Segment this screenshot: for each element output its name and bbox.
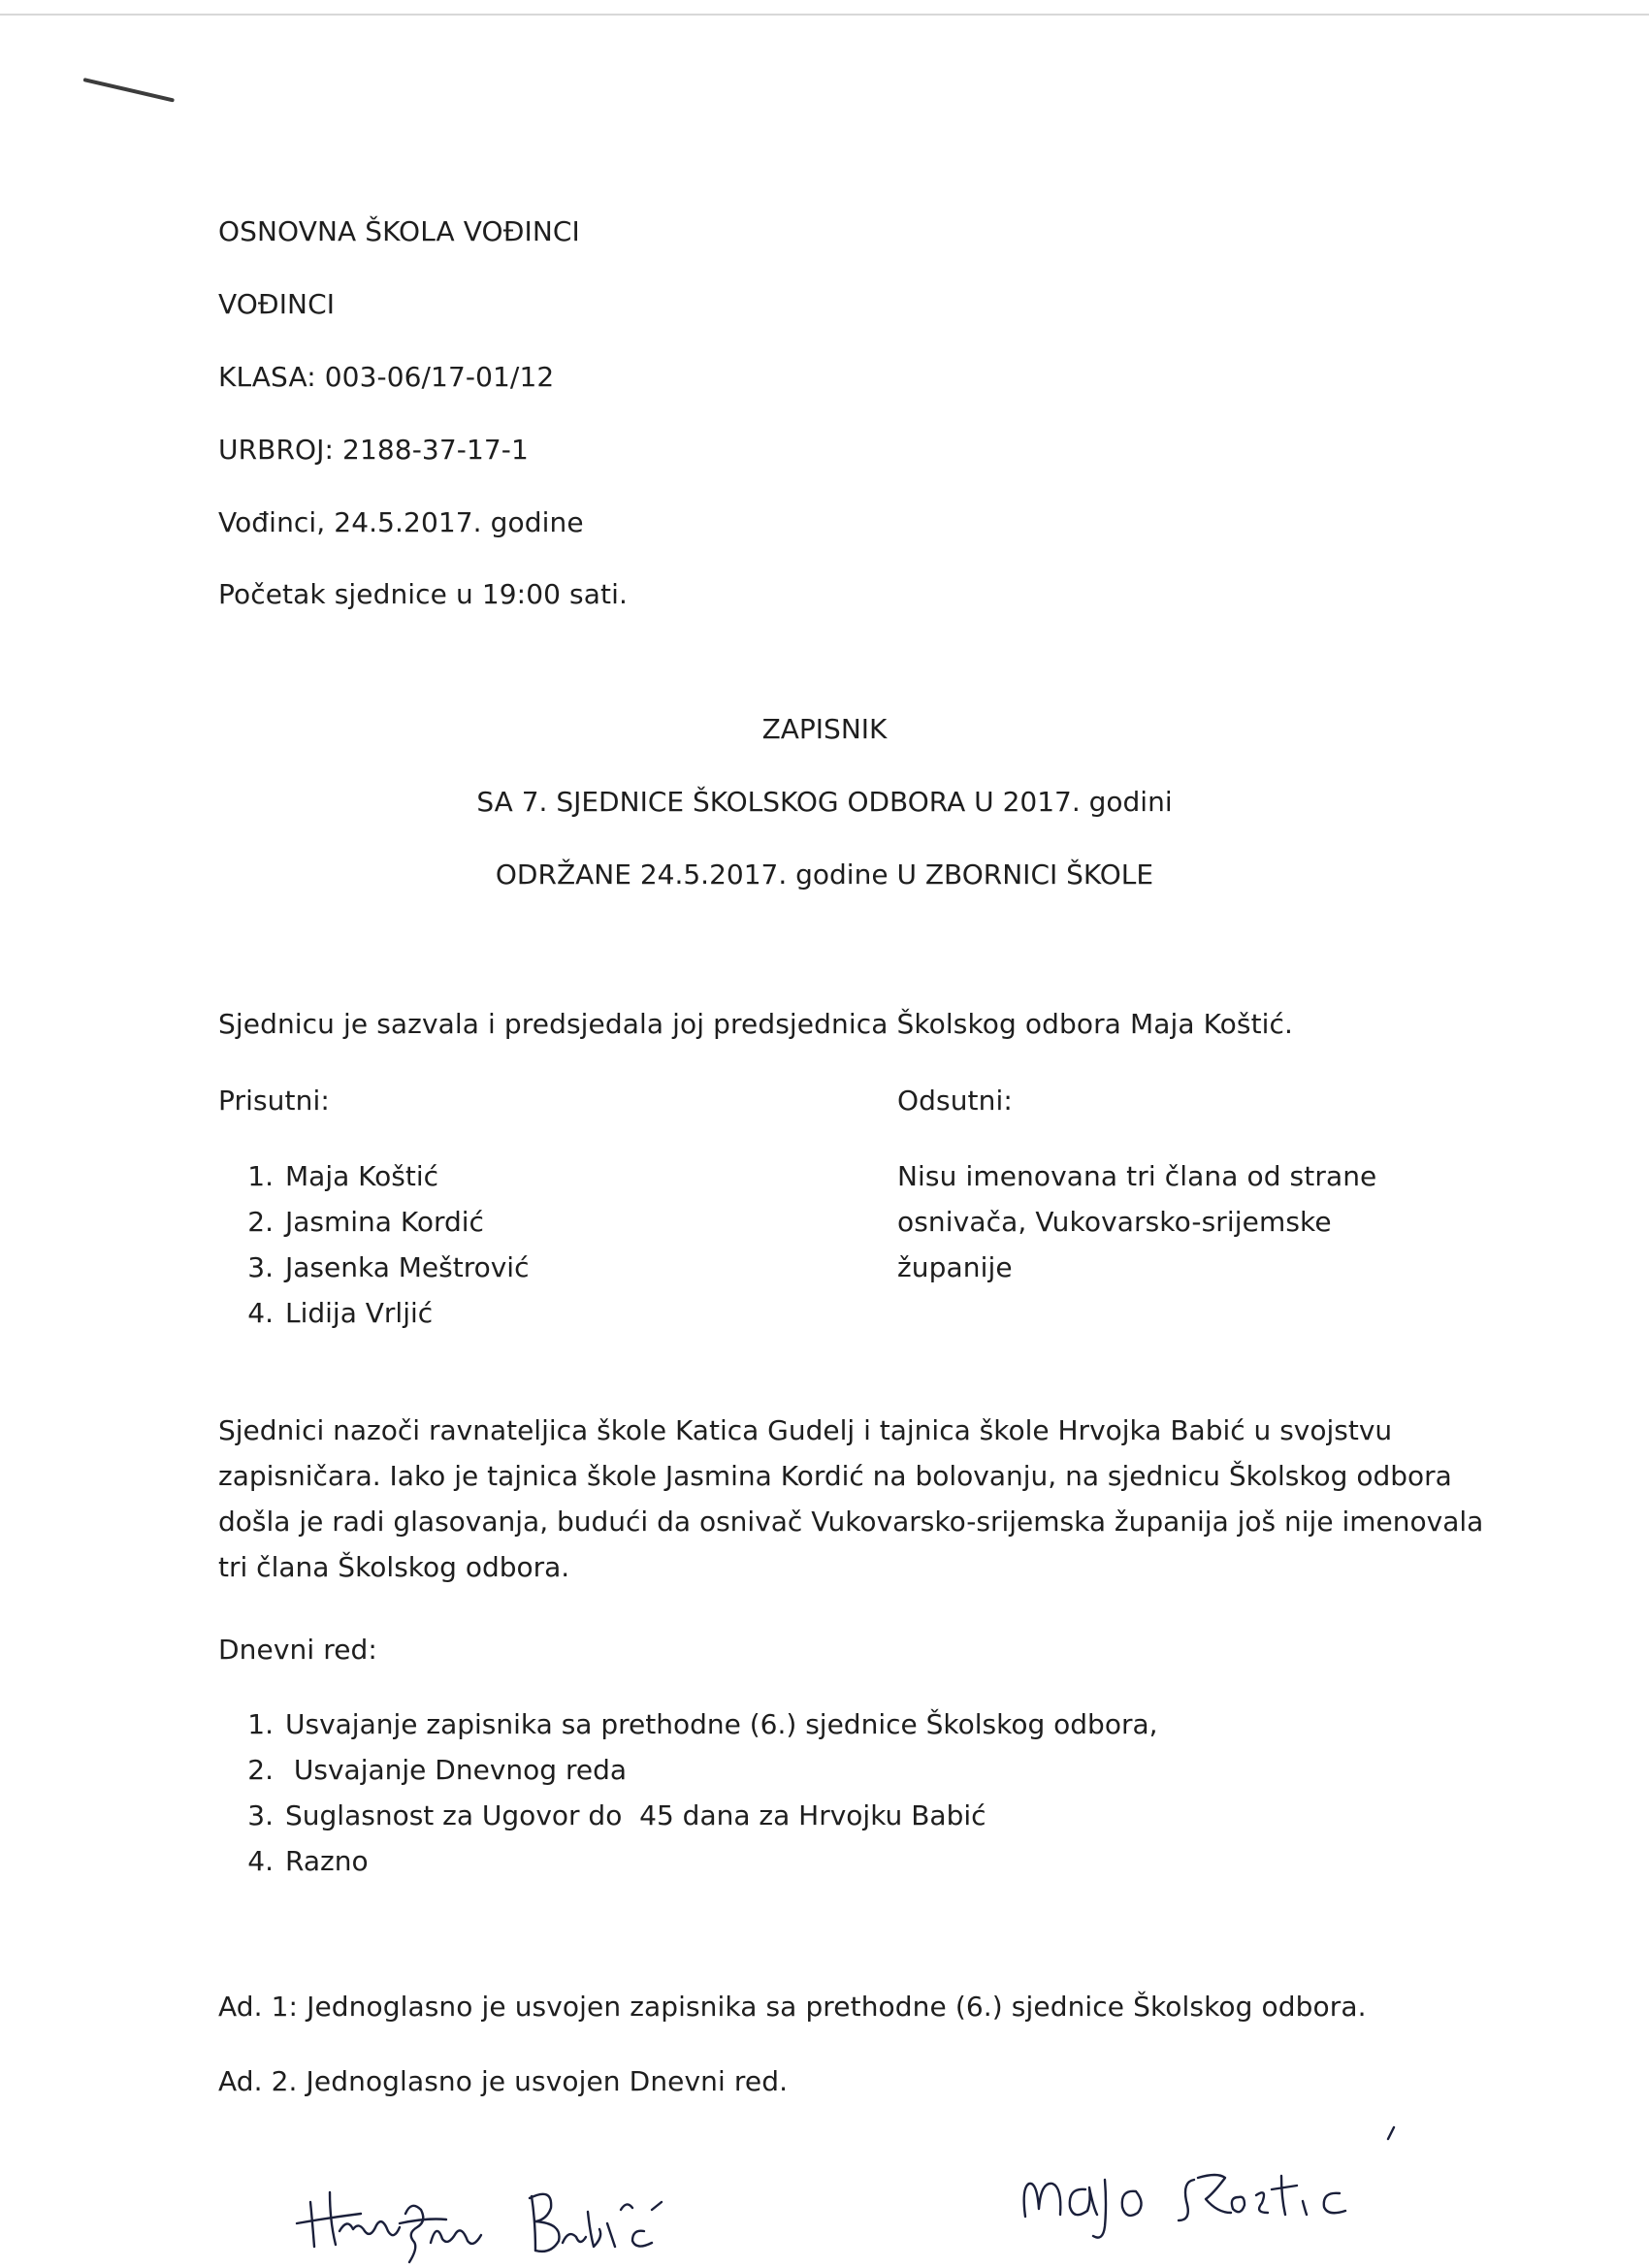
member-name: Jasenka Meštrović [285,1251,530,1283]
member-name: Maja Koštić [285,1160,438,1192]
agenda-item-text: Usvajanje Dnevnog reda [285,1754,628,1786]
school-name: OSNOVNA ŠKOLA VOĐINCI [218,215,580,247]
absent-label: Odsutni: [897,1085,1013,1117]
attendance-paragraph: Sjednici nazoči ravnateljica škole Katica Gudelj i tajnica škole Hrvojka Babić u svojstvu zapisničara. Iako je tajnica škole Jasmina Kordić na bolovanju, na sjednicu Školskog odbora došla je radi glasovanja, budući da osnivač Vukovarsko-srijemska županija još nije imenovala tri člana Školskog odbora. [218,1414,1484,1583]
member-name: Lidija Vrljić [285,1297,434,1329]
agenda-label: Dnevni red: [218,1634,377,1666]
agenda-item-text: Razno [285,1845,369,1877]
resolution-ad1: Ad. 1: Jednoglasno je usvojen zapisnika sa prethodne (6.) sjednice Školskog odbora. [218,1991,1367,2023]
list-item: 3. Jasenka Meštrović [247,1251,530,1283]
list-item: 1. Usvajanje zapisnika sa prethodne (6.) sjednice Školskog odbora, [247,1708,1158,1740]
list-item: 1. Maja Koštić [247,1160,438,1192]
document-date: Vođinci, 24.5.2017. godine [218,506,584,538]
signature-maja-kostic [1014,2120,1421,2255]
agenda-item-text: Usvajanje zapisnika sa prethodne (6.) sjednice Školskog odbora, [285,1708,1158,1740]
list-item: 4. Razno [247,1845,369,1877]
intro-text: Sjednicu je sazvala i predsjedala joj predsjednica Školskog odbora Maja Koštić. [218,1008,1294,1040]
document-subtitle-2: ODRŽANE 24.5.2017. godine U ZBORNICI ŠKOLE [495,859,1154,891]
present-list [235,1159,817,1342]
list-item: 4. Lidija Vrljić [247,1297,434,1329]
document-title: ZAPISNIK [761,713,888,745]
school-place: VOĐINCI [218,288,336,320]
signature-hrvojka-babic [291,2154,698,2268]
absent-line: osnivača, Vukovarsko-srijemske [897,1206,1332,1238]
scan-mark [83,78,175,102]
member-name: Jasmina Kordić [285,1206,484,1238]
session-start: Početak sjednice u 19:00 sati. [218,578,628,610]
present-label: Prisutni: [218,1085,330,1117]
agenda-item-text: Suglasnost za Ugovor do 45 dana za Hrvojku Babić [285,1799,986,1831]
document-subtitle: SA 7. SJEDNICE ŠKOLSKOG ODBORA U 2017. godini [476,786,1173,818]
scan-edge [0,14,1649,16]
resolution-ad2: Ad. 2. Jednoglasno je usvojen Dnevni red. [218,2065,789,2097]
list-item: 2. Jasmina Kordić [247,1206,484,1238]
list-item: 2. Usvajanje Dnevnog reda [247,1754,628,1786]
urbroj: URBROJ: 2188-37-17-1 [218,434,529,466]
list-item: 3. Suglasnost za Ugovor do 45 dana za Hrvojku Babić [247,1799,986,1831]
agenda-list [235,1707,1399,1890]
klasa: KLASA: 003-06/17-01/12 [218,361,555,393]
absent-line: Nisu imenovana tri člana od strane [897,1160,1377,1192]
absent-line: županije [897,1251,1013,1283]
